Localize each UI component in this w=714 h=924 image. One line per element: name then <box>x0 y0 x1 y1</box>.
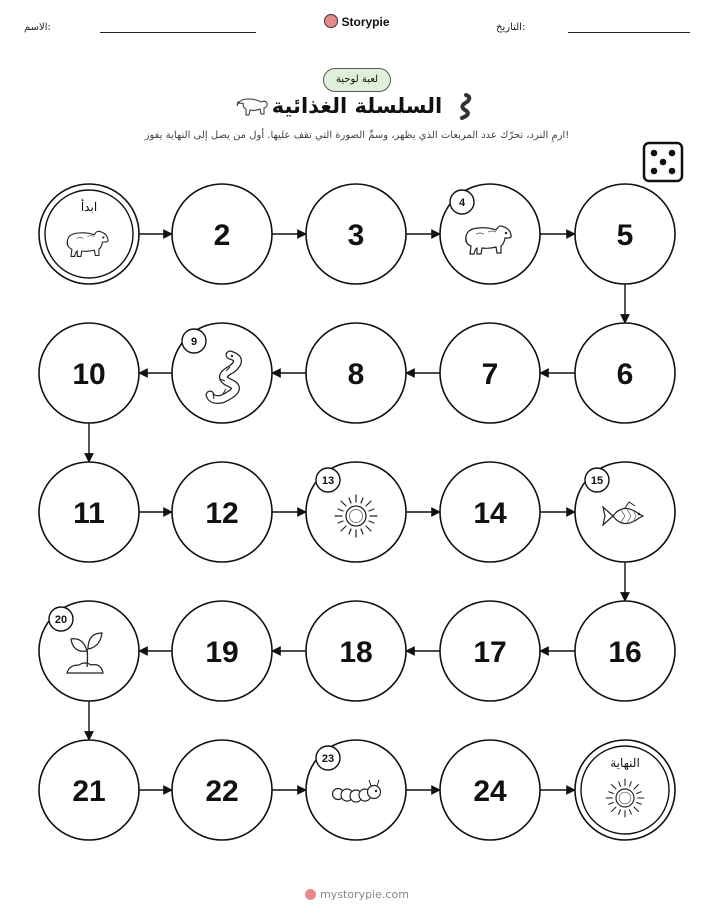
board-square <box>306 184 406 284</box>
square-number: 11 <box>73 497 105 530</box>
footer <box>0 888 714 901</box>
square-number: 22 <box>205 775 239 808</box>
start-square <box>39 184 139 284</box>
board-square <box>306 740 406 840</box>
square-number-badge: 4 <box>458 197 466 209</box>
board-square <box>172 740 272 840</box>
board-square <box>39 601 139 701</box>
board-square <box>440 601 540 701</box>
date-label: التاريخ: <box>496 22 526 33</box>
sun-icon <box>606 779 644 817</box>
square-number-badge: 13 <box>321 475 335 487</box>
end-square <box>575 740 675 840</box>
page-title: السلسلة الغذائية <box>271 94 443 118</box>
brand-name: Storypie <box>341 15 390 29</box>
square-number: 3 <box>347 219 365 252</box>
board-square <box>39 740 139 840</box>
board-square <box>306 462 406 562</box>
square-number: 12 <box>205 497 239 530</box>
board-square <box>575 184 675 284</box>
square-number-badge: 15 <box>590 475 604 487</box>
instructions-text: ارمِ النرد، تحرّك عدد المربعات الذي يظهر، وسمِّ الصورة التي تقف عليها. أول من يصل إلى النهاية يفوز! <box>144 130 570 141</box>
board-square <box>306 601 406 701</box>
board-square <box>440 323 540 423</box>
square-number: 2 <box>213 219 231 252</box>
board-square <box>575 601 675 701</box>
square-number: 7 <box>481 358 499 391</box>
end-label: النهاية <box>610 756 640 770</box>
board-square <box>172 601 272 701</box>
square-number: 6 <box>616 358 634 391</box>
board-square <box>575 462 675 562</box>
square-number: 8 <box>347 358 365 391</box>
board-square <box>39 462 139 562</box>
game-type-badge: لعبة لوحية <box>323 68 391 92</box>
square-number: 5 <box>616 219 634 252</box>
square-number: 24 <box>473 775 507 808</box>
footer-url: mystorypie.com <box>320 888 409 901</box>
board-square <box>172 323 272 423</box>
sun-icon <box>335 495 377 537</box>
name-label: الاسم: <box>24 22 51 33</box>
square-number: 17 <box>473 636 507 669</box>
square-number-badge: 23 <box>321 753 335 765</box>
board-square <box>306 323 406 423</box>
board-square <box>440 462 540 562</box>
start-label: ابدأ <box>80 200 98 214</box>
square-number: 19 <box>205 636 239 669</box>
square-number-badge: 9 <box>190 336 198 348</box>
square-number: 18 <box>339 636 373 669</box>
square-number: 10 <box>72 358 106 391</box>
square-number-badge: 20 <box>54 614 68 626</box>
board-square <box>575 323 675 423</box>
board-square <box>172 462 272 562</box>
board-square <box>172 184 272 284</box>
board-square <box>440 740 540 840</box>
storypie-footer-logo-icon <box>305 889 316 900</box>
board-square <box>440 184 540 284</box>
square-number: 16 <box>608 636 642 669</box>
board-square <box>39 323 139 423</box>
square-number: 21 <box>72 775 106 808</box>
square-number: 14 <box>473 497 507 530</box>
